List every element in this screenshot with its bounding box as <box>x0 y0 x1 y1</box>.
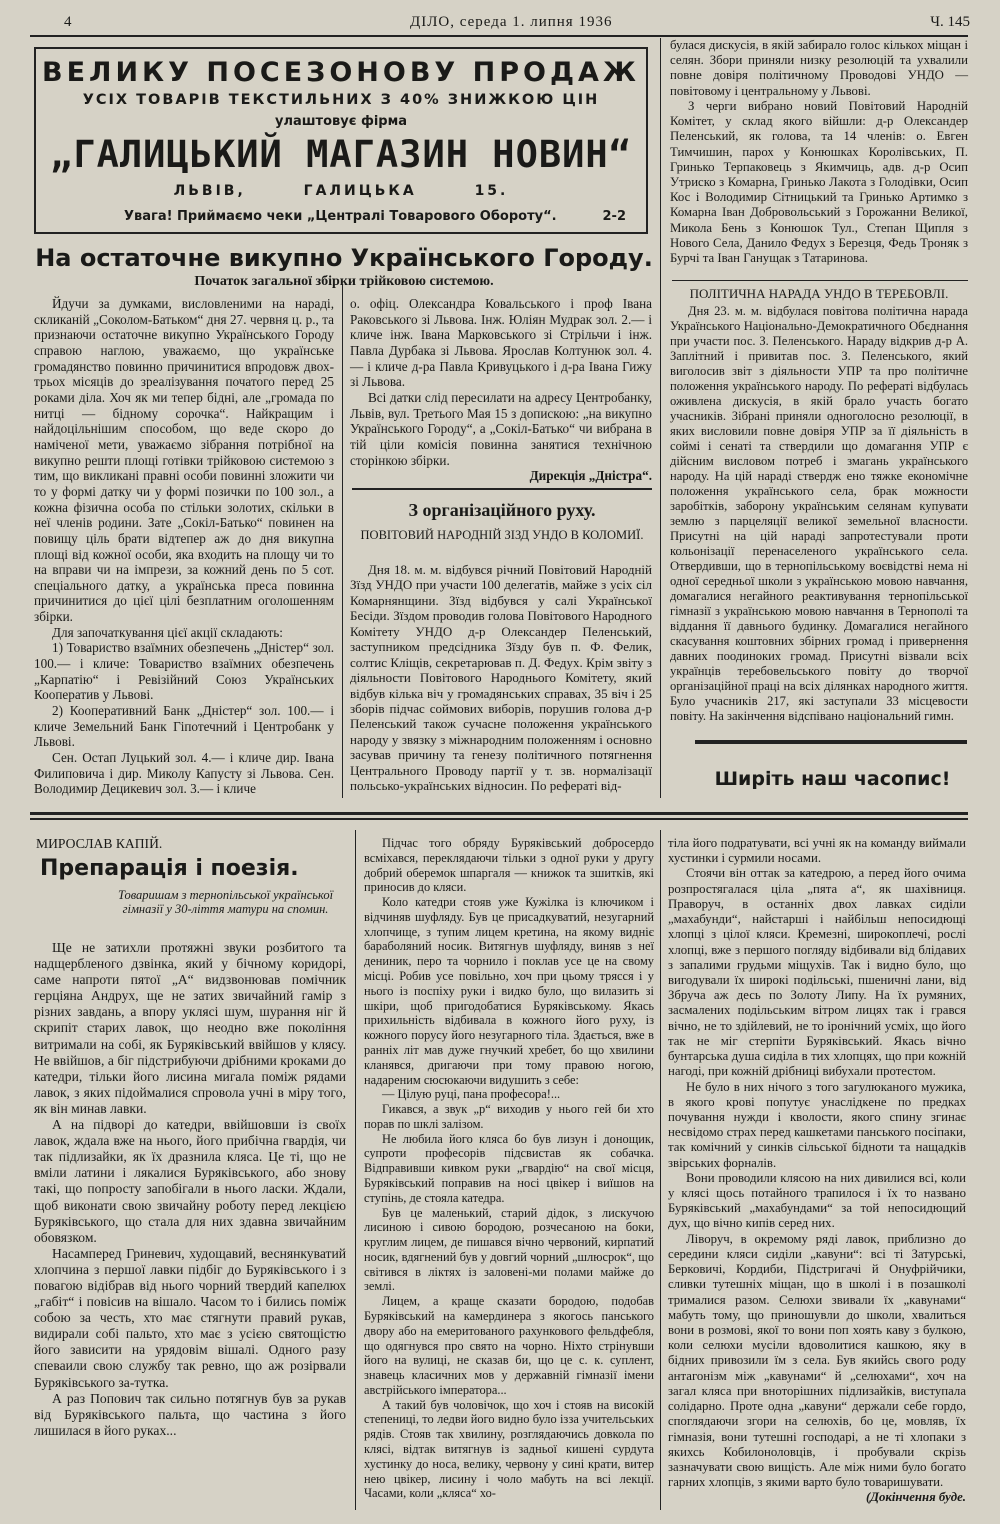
ad-headline: ВЕЛИКУ ПОСЕЗОНОВУ ПРОДАЖ <box>42 57 640 88</box>
section-title: ПОЛІТИЧНА НАРАДА УНДО В ТЕРЕБОВЛІ. <box>689 286 949 301</box>
paragraph: Ще не затихли протяжні звуки розбитого та надщербленого дзвінка, який у бічному коридорі, саме напроти пятої „А“ видзвонював помічник герціяна Андрух, ще не затих звичайний гамір з різних завдань, а впору уклясі шум, шурання ніг й скрипіт старих лавок, що неодно вже покоління витримали на собі, як Буряківський ввійшов у клясу. Не ввійшов, а біг підстрибуючи дрібними кроками до катедри, тільки його лисина мигала поміж рядами лавок, з яких підоймалися спровола учні в міру того, як він минав лавки. <box>34 940 346 1116</box>
paragraph: А такий був чоловічок, що хоч і стояв на високій степениці, то ледви його видно було ізза учительських рядів. Стояв так хвилину, розглядаючись довкола по клясі, відтак витягнув із задньої кишені сурдута хустинку до носа, велику, червону у сині крати, витер нею цвікер, лисину і чоло мабуть на всі лекції. Часами, коли „кляса“ хо- <box>364 1397 654 1501</box>
article-subtitle: Початок загальної збірки трійковою системою. <box>194 274 494 289</box>
header-rule <box>30 35 968 37</box>
section-rule <box>352 488 652 490</box>
section-rule <box>672 280 968 281</box>
paragraph: Сен. Остап Луцький зол. 4.— і кличе дир. Івана Филиповича і дир. Миколу Капусту зі Львова. Сен. Володимир Децикевич зол. 3.— і кличе <box>34 750 334 797</box>
paragraph: Ліворуч, в окремому ряді лавок, приблизно до середини кляси сиділи „кавуни“: всі ті Затурські, Берковичі, Кордиби, Підстригачі й Онуфрійчики, сливки тутешніх міщан, що в школі і в позашколі трималися разом. Селюхи звивали їх „кавунами“ мабуть тому, що приношувли до школи, хвалиться вони в розмові, якої то вони поп хоять каву з булкою, коли селюхи мусіли вдоволитися кашкою, яку в бідних привозили їм з села. Був якийсь свого роду антагонізм між „кавунами“ й „селюхами“, хоч на загал кляса при вноторішних підлизайків, виступала солідарно. Проте одна „кавуни“ держали себе гордо, споглядаючи згори на селюхів, бо це, мовляв, їх гімназія, вони тутешні господарі, а не ті хлопаки з якихсь Кобилоноловців, і пробували скрізь зазначувати свою вищість. Але між ними було богато гарних хлопців, з якими варто було товаришувати. <box>668 1231 966 1490</box>
paragraph: булася дискусія, в якій забирало голос кількох міщан і селян. Збори приняли низку резолюцій та ухвалили повне довіря політичному Проводові УНДО — повітовому і центральному у Львові. <box>670 38 968 98</box>
ad-offer: УСІХ ТОВАРІВ ТЕКСТИЛЬНИХ З 40% ЗНИЖКОЮ ЦІН <box>82 92 600 108</box>
column-rule <box>342 284 343 798</box>
paragraph: Вони проводили клясою на них дивилися всі, коли у клясі щось потайного трапилося і їх то названо Буряківський „махабундами“ за той непосидющий дух, що вічно кипів серед них. <box>668 1170 966 1231</box>
advertisement-box <box>34 47 648 234</box>
section-title: З організаційного руху. <box>408 500 596 520</box>
column-rule <box>355 830 356 1510</box>
feuilleton-column2 <box>364 836 654 1501</box>
issue-number: Ч. 145 <box>930 14 970 30</box>
page-header <box>30 14 970 34</box>
paragraph: Стоячи він оттак за катедрою, а перед його очима розпростягалася ціла „пята а“, як шахівниця. Праворуч, в останніх двох лавках сиділи „махабунди“, найстарші і найбільш непосидющі хлопці з цілої кляси. Кремезні, широкоплечі, рослі хлопці, вже з першого погляду відбивали від блідавих з запалими грудьми міщухів. Так і видно було, що вигодували їх широкі подільські, пшеничні лани, від Збруча аж десь по Золоту Липу. На їх румяних, засмалених подільським вітром лицях так і грався вічно, не то здійлевий, не то іронічний усміх, що його так не міг стерпіти Буряківський. Якась вічно бунтарська душа сиділа в тих хлопцях, що при кожній нагоді, при кожній дрібниці вибухали протестом. <box>668 866 966 1079</box>
article2-column3 <box>670 38 968 266</box>
continuation-note: (Докінчення буде. <box>865 1490 966 1505</box>
paragraph: Для започаткування цієї акції складають: <box>52 624 283 640</box>
feuilleton-rule <box>30 812 968 815</box>
promo-slogan: Ширіть наш часопис! <box>714 768 951 790</box>
paragraph: Гикався, а звук „р“ виходив у нього гей би хто порав по шклі залізом. <box>364 1102 654 1131</box>
ad-notice: Увага! Приймаємо чеки „Централі Товарового Обороту“. <box>124 209 557 224</box>
paragraph: 2) Кооперативний Банк „Дністер“ зол. 100.— і кличе Земельний Банк Гіпотечний і Центробанк у Львові. <box>34 703 334 750</box>
ad-store-name: „ГАЛИЦЬКИЙ МАГАЗИН НОВИН“ <box>50 133 632 176</box>
paragraph: Насамперед Гриневич, худощавий, веснянкуватий хлопчина з першої лавки підбіг до Буряківського і з повагою відібрав від нього чорний твердий капелюх „габіт“ і повісив на вішало. Часом то і бились поміж собою за честь, хто має стягнути правий рукав, видирали собі пальто, хто має з усією святощістю його зависити на урядовім вішалі. Одного разу спеваили свою службу так ревно, що аж розірвали Буряківського за-тутка. <box>34 1245 346 1390</box>
paragraph: А раз Попович так сильно потягнув був за рукав від Буряківського пальта, що частина з його лишилася в його руках... <box>34 1390 346 1438</box>
paragraph: Коло катедри стояв уже Кужілка із ключиком і відчиняв шуфляду. Був це присадкуватий, незугарний хлопчище, з тупим лицем кретина, на якому видніє бараболяний носик. Витягнув шуфляду, виняв з неї дениник, перо та чорнило і поклав усе це на свому місці. Робив усе повільно, хоч при цьому трясся і у нього із поспіху руки і видко було, що вилазить зі шкіри, щоб пригодобатися Буряківському. Якась прихильність відбивала в кожного його руху, із кожного порусу його незугарного тіла. Здається, вже в ранніх літ мав дуже гнучкий хребет, бо що хвилини кланявся, дригаючи при тому правою ногою, надареним сюсюкаючи видушить з себе: <box>364 895 654 1087</box>
page-number: 4 <box>64 14 72 30</box>
section-rule <box>695 740 967 744</box>
article1-column1 <box>34 296 334 797</box>
feuilleton-author: МИРОСЛАВ КАПІЙ. <box>36 836 163 851</box>
ad-code: 2-2 <box>602 209 626 224</box>
feuilleton-column1 <box>34 940 346 1439</box>
paragraph: Йдучи за думками, висловленими на нараді, скликаній „Соколом-Батьком“ дня 27. червня ц. р., та признаючи остаточне викупно Українського Городу справою наглою, уважаємо, що українське громадянство повинно причинитися впродовж двох-трьох місяців до зреалізування початого перед 25 роками діла. Хоч як ми тепер бідні, але „громада по нитці — бідному сорочка“. Найкращим і найдоцільнішим способом, що веде скоро до наміченої мети, уважаємо зібрання потрібної на викупно решти площі готівки трійковою системою з тим, що викликані правні особи повинні зложити чи то у формі датку чи у формі позички по 100 зол., а кожна фізична особа по стільки золотих, скільки в неї членів родини. Зате „Сокіл-Батько“ повинен на повищу ціль брати відтепер аж до дня викупна площі від кожної особи, яка входить на площу чи то на вправи чи на імпрези, за кожний день по 5 сот. спеціального датку, а українська преса повинна причинитися до цієї цілі безплатним оголошенням збірки. <box>34 296 334 625</box>
masthead: ДІЛО, середа 1. липня 1936 <box>410 14 613 30</box>
paragraph: — Цілую руці, пана професора!... <box>382 1087 561 1102</box>
article2-column2 <box>350 562 652 794</box>
ad-address: ЛЬВІВ, ГАЛИЦЬКА 15. <box>173 183 509 199</box>
paragraph: З черги вибрано новий Повітовий Народній Комітет, у склад якого війшли: д-р Олександер Пеленський, як голова, та 14 членів: о. Евген Тимчишин, парох у Конюшках Королівських, П. Гринько Терпаковець з Якимчиць, адв. д-р Осип Утриско з Комарна, Гринько Лакота з Голодівки, Осип Кос і Володимир Сітницький та Гринько Артимко з Комарна Іван Добровольський з Горожанни Великої, Микола Бень з Конюшок Тул., Степан Щипля з Нового Села, Данило Федух з Березця, Федь Троняк з Бурчі та Іван Ганущак з Татаринова. <box>670 98 968 266</box>
article1-column2 <box>350 296 652 484</box>
column-rule <box>660 38 661 798</box>
ad-by-line: улаштовує фірма <box>274 114 408 129</box>
paragraph: о. офіц. Олександра Ковальського і проф Івана Раковського зі Львова. Інж. Юліян Мудрак зол. 2.— і кличе інж. Івана Марковського зі Стрільчи і інж. Павла Дурбака зі Львова. Ярослав Колтунюк зол. 4.— і кличе д-ра Павла Кривуцького і д-ра Івана Гижу зі Львова. <box>350 296 652 390</box>
paragraph: Не було в них нічого з того загулюканого мужика, в якого крові попутує унаслідкене по предках почування нужди і кволости, якого спину згинає несвідомо страх перед кашкетами панського посіпаки, так комічний у синків сільської бідноти та нащадків звірських форналів. <box>668 1079 966 1170</box>
paragraph: А на підворі до катедри, ввійшовши із своїх лавок, ждала вже на нього, його прибічна гвардія, чи так підлизайки, як їх дразнила кляса. Це ті, що не вміли латини і лякалися Буряківського, або знову такі, що попросту запобігали в нього ласки. Ждали, щоб виконати свою звичайну роботу перед лекцією Буряківського, що стала для них здавна звичайним обовязком. <box>34 1117 346 1245</box>
column-rule <box>660 830 661 1510</box>
paragraph: Не любила його кляса бо був лизун і донощик, супроти професорів підсвистав як собачка. Відправивши кивком руки „гвардію“ на свої місця, Буряківський поправив на носі цвікер і виїшов на ступінь, де стояла катедра. <box>364 1131 654 1205</box>
paragraph: Лицем, а краще сказати бородою, подобав Буряківський на камердинера з якогось панського двору або на емеритованого рахункового фельдфебля, що одягнувся про свято на чорно. Ніхто стрінувши його на вулиці, не сказав би, що це с. к. суплент, знавець класичних мов у державній гімназії імени австрійського імператора... <box>364 1294 654 1397</box>
section-subtitle: ПОВІТОВИЙ НАРОДНІЙ ЗІЗД УНДО В КОЛОМИЇ. <box>360 528 644 542</box>
feuilleton-dedication: Товаришам з тернопільської української гімназії у 30-ліття матури на спомин. <box>117 888 334 916</box>
paragraph: Підчас того обряду Буряківський добросердо всміхався, переклядаючи тільки з одної руки у другу добрий оберемок шпаргаля — книжок та зшитків, які приносив до кляси. <box>364 836 654 895</box>
feuilleton-column3 <box>668 836 966 1506</box>
paragraph: тіла його подратувати, всі учні як на команду виймали хустинки і сурмили носами. <box>668 836 966 866</box>
article-signature: Дирекція „Дністра“. <box>529 468 652 484</box>
feuilleton-rule <box>30 818 968 820</box>
paragraph: Дня 18. м. м. відбувся річний Повітовий Народній Зїзд УНДО при участи 100 делегатів, майже з усіх сіл Комарнянщини. Зїзд відбувся у салі Української Бесіди. Зїздом проводив голова Повітового Народного Комітету УНДО д-р Олександер Пеленський, заступником предсідника Зїзду був п. Ф. Фелик, солтис Кліщів, секретарював п. Д. Федух. Крім звіту з діяльности Повітового Народнього Комітету, який відбув кілька віч у громадянських справах, 35 віч і 25 зборів підчас соймових виборів, порушив голова д-р Пеленський також сучасне положення українського народу у звязку з міжнародним положенням і основно засував причину та генезу політичного потягнення Центрального Проводу партії у т. зв. нормалізації польсько-українських відносин. По рефераті від- <box>350 562 652 794</box>
paragraph: 1) Товариство взаїмних обезпечень „Дністер“ зол. 100.— і кличе: Товариство взаїмних обезпечень „Карпатію“ і Ревізійний Союз Українських Кооператив у Львові. <box>34 640 334 703</box>
feuilleton-title: Препарація і поезія. <box>40 856 299 881</box>
paragraph: Дня 23. м. м. відбулася повітова політична нарада Українського Національно-Демократичного Обєднання при участи пос. З. Пеленського. Нараду відкрив д-р А. Заплітний і привитав пос. З. Пеленського, який виголосив звіт з діяльности УПР та про політичне положення українського народу. По рефераті відбулась оживлена дискусія, в якій брало участь богато учасників. Зібрані приняли одноголосно резолюції, в яких висловили повне довіря УПР за її діяльність в соймі і сенаті та ствердили що домагання УПР є дійсним висловом потреб і змагань українського народу. На цій нараді ствердж ено тяжке економічне положення українського села, брак можности заробітків, заборону українським селянам купувати землю з парцеляції великої земельної власности. Присутні на цій нараді запротестували проти кольонізації перенаселеного українського села. Отвердивши, що в тернопільському воєвідстві нема ні одної середньої школи з українською мовою навчання, домагалися негайного реактивування тернопільської гімназії з українською мовою навчання в Тернополі та віддання її давнього будинку. Домагалися негайного скасування коштовних збірних громад і привернення давних поодиноких громад. Присутні візвали всіх українців теребовельського повіту до творчої організаційної праці на всіх ділянках народного життя. Було учасників 217, які заступали 33 місцевости повіту. На закінчення відспівано національний гимн. <box>670 304 968 723</box>
paragraph: Всі датки слід пересилати на адресу Центробанку, Львів, вул. Третього Мая 15 з допискою: „на викупно Українського Городу“, а „Сокіл-Батько“ чи вибрана в тій ціли комісія повинна занятися технічною сторінкою збірки. <box>350 389 652 468</box>
paragraph: Був це маленький, старий дідок, з лискучою лисиною і сивою бородою, розчесаною на боки, круглим лицем, де пишався вічно червоний, кирпатий носик, вдягнений був у довгий чорний „шлюсрок“, що світився ​в ліктях із заловені-ми полами майже до землі. <box>364 1205 654 1294</box>
article3-body <box>670 304 968 724</box>
article-title: На остаточне викупно Українського Городу. <box>35 244 653 272</box>
